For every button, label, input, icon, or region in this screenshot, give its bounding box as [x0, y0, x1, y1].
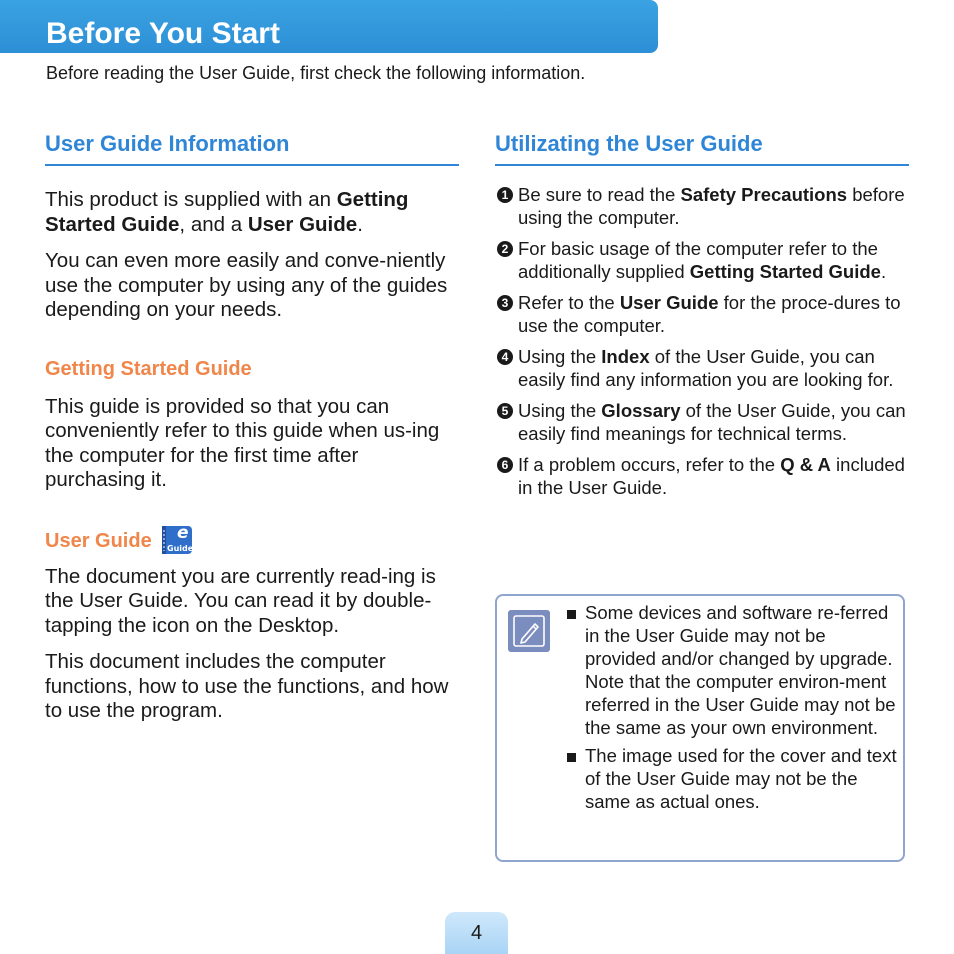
- subheading-getting-started-guide: Getting Started Guide: [45, 357, 252, 380]
- item-text: before using the computer.: [518, 184, 905, 228]
- note-text: The image used for the cover and text of the User Guide may not be the same as actual ones.: [585, 745, 897, 812]
- page-number-tab: [445, 912, 508, 954]
- number-badge: 5: [497, 403, 513, 419]
- section-heading-utilizing: Utilizating the User Guide: [495, 130, 909, 166]
- user-guide-paragraph-1: The document you are currently read-ing is the User Guide. You can read it by double-tapping the icon on the Desktop.: [45, 564, 436, 637]
- list-item: [495, 184, 909, 229]
- e-guide-icon: [160, 521, 194, 555]
- square-bullet-icon: [567, 610, 576, 619]
- number-badge: 3: [497, 295, 513, 311]
- page-title: Before You Start: [46, 17, 280, 50]
- intro-text-3: .: [357, 212, 363, 236]
- intro-bold-user-guide: User Guide: [247, 212, 358, 236]
- item-text: .: [880, 260, 887, 282]
- intro-text-2: , and a: [179, 212, 248, 236]
- list-item: [495, 346, 909, 391]
- item-text: Using the: [518, 400, 602, 421]
- number-badge: 1: [497, 187, 513, 203]
- list-item: [495, 400, 909, 445]
- page-number: 4: [470, 922, 483, 944]
- item-bold: Getting Started Guide: [689, 260, 881, 282]
- list-item: [495, 292, 909, 337]
- section-heading-user-guide-information: User Guide Information: [45, 130, 459, 166]
- numbered-list: [495, 184, 909, 499]
- note-pencil-icon: [508, 610, 550, 652]
- user-guide-paragraph-2: This document includes the computer functions, how to use the functions, and how to use the program.: [45, 650, 449, 722]
- e-guide-icon-label: Guide: [166, 543, 193, 553]
- number-badge: 6: [497, 457, 513, 473]
- note-text: Note that the computer environ-ment referred in the User Guide may not be the same as your own environment.: [585, 671, 896, 738]
- list-item: [495, 454, 909, 499]
- item-text: Be sure to read the: [518, 184, 681, 205]
- item-text: included in the User Guide.: [518, 454, 905, 498]
- subheading-user-guide: [45, 519, 459, 553]
- item-bold: User Guide: [619, 292, 719, 313]
- number-badge: 4: [497, 349, 513, 365]
- item-text: Refer to the: [518, 292, 620, 313]
- item-text: For basic usage of the computer refer to the additionally supplied: [518, 238, 878, 282]
- note-box: [495, 594, 905, 862]
- item-bold: Index: [601, 346, 650, 367]
- intro-bold-getting-started: Getting Started Guide: [45, 188, 409, 236]
- intro-paragraph: [45, 188, 459, 237]
- item-bold: Safety Precautions: [680, 184, 848, 205]
- note-text: Some devices and software re-ferred in the User Guide may not be provided and/or changed by upgrade.: [585, 602, 893, 669]
- item-bold: Glossary: [601, 400, 681, 421]
- left-column: [45, 130, 459, 724]
- number-badge: 2: [497, 241, 513, 257]
- item-text: of the User Guide, you can easily find meanings for technical terms.: [518, 400, 906, 444]
- item-bold: Q & A: [780, 454, 831, 475]
- list-item: [495, 238, 909, 283]
- getting-started-paragraph: This guide is provided so that you can conveniently refer to this guide when us-ing the computer for the first time after purchasing it.: [45, 394, 440, 491]
- note-item: [565, 744, 899, 813]
- intro-text-1: This product is supplied with an: [45, 188, 337, 211]
- item-text: for the proce-dures to use the computer.: [518, 292, 901, 336]
- user-guide-heading-text: User Guide: [45, 529, 152, 552]
- right-column: [495, 130, 909, 508]
- square-bullet-icon: [567, 753, 576, 762]
- guides-paragraph: You can even more easily and conve-niently use the computer by using any of the guides depending on your needs.: [45, 249, 448, 321]
- note-item: [565, 601, 899, 739]
- item-text: Using the: [518, 346, 602, 367]
- note-list: [565, 601, 899, 818]
- item-text: of the User Guide, you can easily find any information you are looking for.: [518, 346, 894, 390]
- item-text: If a problem occurs, refer to the: [518, 454, 781, 475]
- e-guide-icon-letter: e: [176, 522, 189, 543]
- page-subtitle: Before reading the User Guide, first check the following information.: [46, 63, 586, 83]
